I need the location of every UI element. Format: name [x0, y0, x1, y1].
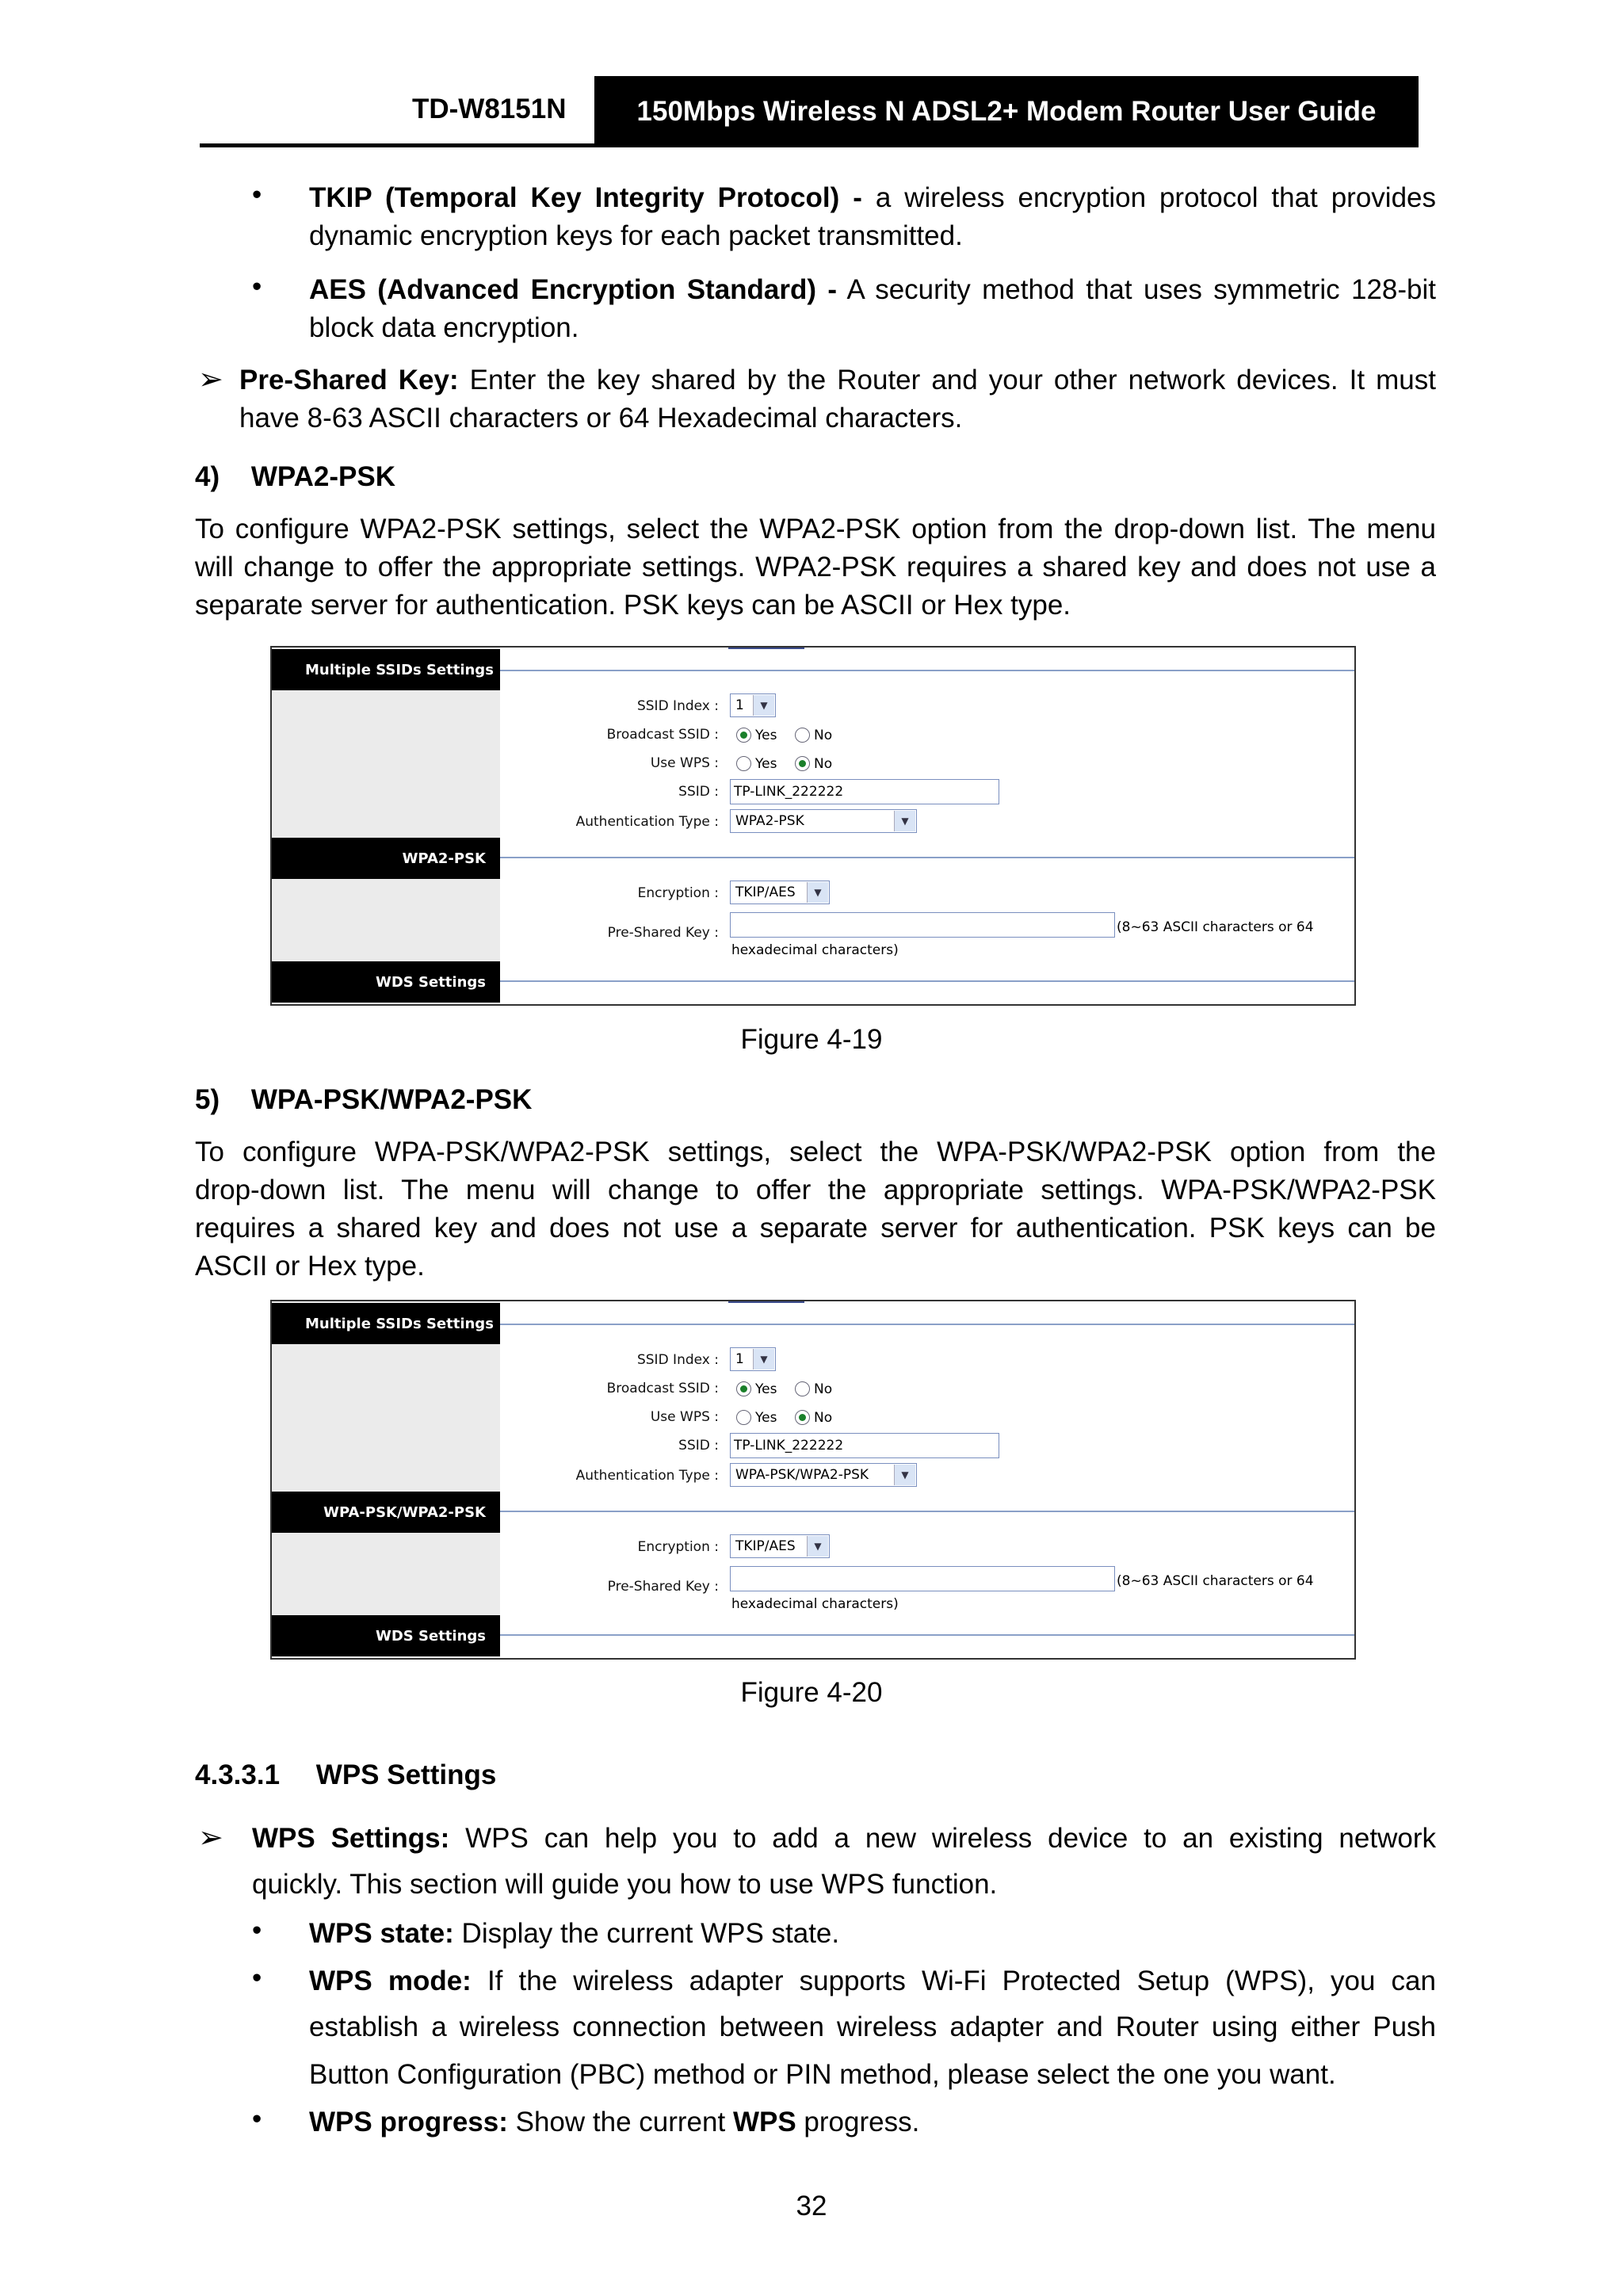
aes-line1	[309, 271, 1436, 309]
use-wps-no-label: No	[814, 756, 833, 772]
section4-para-line: separate server for authentication. PSK keys can be ASCII or Hex type.	[195, 590, 1071, 621]
section4-para-line: will change to offer the appropriate settings. WPA2-PSK requires a shared key and does not use a	[195, 552, 1436, 583]
wps-section-num: 4.3.3.1	[195, 1759, 281, 1790]
ssid-input[interactable]: TP-LINK_222222	[730, 1433, 999, 1458]
wps-state-line	[309, 1915, 839, 1953]
ssid-index-value: 1	[735, 697, 744, 713]
chevron-down-icon: ▼	[807, 1536, 828, 1557]
wps-progress-text: Show the current	[515, 2107, 726, 2137]
wps-section-title: WPS Settings	[315, 1759, 497, 1790]
figure-caption: Figure 4-19	[740, 1024, 883, 1055]
wps-progress-term: WPS progress:	[309, 2107, 508, 2137]
encryption-value: TKIP/AES	[735, 884, 796, 900]
section4-title: WPA2-PSK	[250, 461, 396, 492]
section4-num: 4)	[195, 461, 220, 492]
chevron-down-icon: ▼	[753, 1349, 774, 1370]
ssid-index-label: SSID Index :	[636, 698, 719, 714]
header-rule	[200, 143, 1419, 147]
bullet-dot: •	[252, 1962, 262, 1993]
sidebar-item-wpa-psk-wpa2-psk[interactable]: WPA-PSK/WPA2-PSK	[272, 1492, 500, 1533]
bullet-dot: •	[252, 2103, 262, 2134]
wps-mode-term: WPS mode:	[309, 1966, 472, 1996]
sidebar-item-multiple-ssids[interactable]: Multiple SSIDs Settings	[272, 1303, 500, 1344]
tkip-text: a wireless encryption protocol that provides	[875, 182, 1437, 213]
figure-4-19-screenshot	[270, 646, 1356, 1006]
wps-mode-line1	[309, 1962, 1436, 2000]
psk-line1	[239, 361, 1436, 399]
auth-type-value: WPA-PSK/WPA2-PSK	[735, 1467, 869, 1483]
figure-top-tab-line	[728, 648, 804, 649]
divider	[500, 980, 1354, 982]
ssid-index-select[interactable]	[730, 1347, 776, 1371]
chevron-down-icon: ▼	[894, 811, 915, 831]
sidebar-item-wpa2-psk[interactable]: WPA2-PSK	[272, 838, 500, 879]
encryption-select[interactable]	[730, 881, 830, 904]
wps-intro-line2: quickly. This section will guide you how to use WPS function.	[252, 1869, 998, 1900]
section5-para-line: requires a shared key and does not use a separate server for authentication. PSK keys can be	[195, 1213, 1436, 1244]
psk-hint: (8~63 ASCII characters or 64	[1117, 919, 1314, 935]
ssid-index-value: 1	[735, 1351, 744, 1367]
figure-sidebar	[272, 648, 500, 1004]
psk-hint: (8~63 ASCII characters or 64	[1117, 1573, 1314, 1589]
wps-mode-text: If the wireless adapter supports Wi-Fi Protected Setup (WPS), you can	[487, 1966, 1436, 1996]
arrow-bullet-icon: ➢	[198, 1821, 223, 1855]
ssid-index-select[interactable]	[730, 693, 776, 717]
wps-progress-text-end: progress.	[804, 2107, 920, 2137]
encryption-label: Encryption :	[637, 885, 719, 901]
wps-state-term: WPS state:	[309, 1918, 454, 1949]
encryption-label: Encryption :	[637, 1539, 719, 1555]
bullet-dot: •	[252, 179, 262, 210]
aes-line2: block data encryption.	[309, 312, 579, 343]
chevron-down-icon: ▼	[807, 882, 828, 903]
broadcast-yes-label: Yes	[755, 1381, 777, 1397]
broadcast-yes-radio[interactable]	[736, 728, 751, 743]
pre-shared-key-label: Pre-Shared Key :	[607, 1579, 719, 1595]
use-wps-no-label: No	[814, 1410, 833, 1426]
ssid-input[interactable]: TP-LINK_222222	[730, 779, 999, 804]
wps-state-text: Display the current WPS state.	[461, 1918, 840, 1949]
header-title: 150Mbps Wireless N ADSL2+ Modem Router User Guide	[594, 76, 1419, 147]
encryption-select[interactable]	[730, 1534, 830, 1558]
pre-shared-key-label: Pre-Shared Key :	[607, 925, 719, 941]
section4-para-line: To configure WPA2-PSK settings, select the WPA2-PSK option from the drop-down list. The menu	[195, 514, 1436, 544]
wps-progress-line	[309, 2103, 919, 2141]
wps-intro-term: WPS Settings:	[252, 1823, 450, 1854]
ssid-label: SSID :	[678, 784, 719, 800]
sidebar-item-wds-settings[interactable]: WDS Settings	[272, 961, 500, 1003]
broadcast-no-radio[interactable]	[795, 728, 810, 743]
use-wps-yes-radio[interactable]	[736, 756, 751, 771]
auth-type-label: Authentication Type :	[575, 1468, 719, 1484]
tkip-term: TKIP (Temporal Key Integrity Protocol) -	[309, 182, 862, 213]
chevron-down-icon: ▼	[753, 695, 774, 716]
sidebar-item-wds-settings[interactable]: WDS Settings	[272, 1615, 500, 1656]
chevron-down-icon: ▼	[894, 1465, 915, 1485]
broadcast-ssid-label: Broadcast SSID :	[606, 727, 719, 743]
page-number: 32	[796, 2191, 827, 2222]
divider	[500, 1511, 1354, 1512]
use-wps-no-radio[interactable]	[795, 1410, 810, 1425]
divider	[500, 1634, 1354, 1636]
section5-title: WPA-PSK/WPA2-PSK	[250, 1084, 533, 1115]
use-wps-label: Use WPS :	[650, 755, 719, 771]
bullet-dot: •	[252, 1915, 262, 1946]
section5-para-line: drop-down list. The menu will change to offer the appropriate settings. WPA-PSK/WPA2-PSK	[195, 1175, 1436, 1205]
use-wps-label: Use WPS :	[650, 1409, 719, 1425]
wps-intro-text: WPS can help you to add a new wireless device to an existing network	[465, 1823, 1436, 1854]
auth-type-select[interactable]	[730, 809, 917, 833]
ssid-index-label: SSID Index :	[636, 1352, 719, 1368]
use-wps-no-radio[interactable]	[795, 756, 810, 771]
psk-hint-2: hexadecimal characters)	[731, 1596, 899, 1612]
use-wps-yes-label: Yes	[755, 756, 777, 772]
section5-para-line: To configure WPA-PSK/WPA2-PSK settings, select the WPA-PSK/WPA2-PSK option from the	[195, 1137, 1436, 1167]
use-wps-yes-label: Yes	[755, 1410, 777, 1426]
tkip-line1	[309, 179, 1436, 217]
broadcast-no-radio[interactable]	[795, 1381, 810, 1396]
arrow-bullet-icon: ➢	[198, 363, 223, 396]
divider	[500, 670, 1354, 671]
pre-shared-key-input[interactable]	[730, 912, 1115, 938]
section5-para-line: ASCII or Hex type.	[195, 1251, 425, 1282]
psk-term: Pre-Shared Key:	[239, 365, 459, 395]
aes-text: A security method that uses symmetric 128-bit	[846, 274, 1437, 305]
auth-type-select[interactable]	[730, 1463, 917, 1487]
use-wps-yes-radio[interactable]	[736, 1410, 751, 1425]
broadcast-ssid-label: Broadcast SSID :	[606, 1381, 719, 1396]
psk-line2: have 8-63 ASCII characters or 64 Hexadecimal characters.	[239, 403, 963, 434]
bullet-dot: •	[252, 271, 262, 302]
section4-heading	[195, 458, 395, 496]
pre-shared-key-input[interactable]	[730, 1566, 1115, 1591]
divider	[500, 1324, 1354, 1325]
wps-mode-line2: establish a wireless connection between wireless adapter and Router using either Push	[309, 2011, 1436, 2042]
section5-heading	[195, 1081, 532, 1119]
section5-num: 5)	[195, 1084, 220, 1115]
ssid-label: SSID :	[678, 1438, 719, 1454]
broadcast-no-label: No	[814, 728, 833, 743]
wps-progress-bold: WPS	[732, 2107, 796, 2137]
wps-intro-line1	[252, 1820, 1436, 1858]
psk-text: Enter the key shared by the Router and your other network devices. It must	[469, 365, 1437, 395]
broadcast-yes-label: Yes	[755, 728, 777, 743]
auth-type-label: Authentication Type :	[575, 814, 719, 830]
figure-caption: Figure 4-20	[740, 1677, 883, 1708]
wps-mode-line3: Button Configuration (PBC) method or PIN method, please select the one you want.	[309, 2059, 1336, 2090]
aes-term: AES (Advanced Encryption Standard) -	[309, 274, 838, 305]
psk-hint-2: hexadecimal characters)	[731, 942, 899, 958]
auth-type-value: WPA2-PSK	[735, 813, 804, 829]
header-model: TD-W8151N	[412, 94, 567, 124]
figure-sidebar	[272, 1301, 500, 1658]
broadcast-yes-radio[interactable]	[736, 1381, 751, 1396]
sidebar-item-multiple-ssids[interactable]: Multiple SSIDs Settings	[272, 649, 500, 690]
tkip-line2: dynamic encryption keys for each packet transmitted.	[309, 220, 963, 251]
broadcast-no-label: No	[814, 1381, 833, 1397]
encryption-value: TKIP/AES	[735, 1538, 796, 1554]
figure-top-tab-line	[728, 1301, 804, 1303]
divider	[500, 857, 1354, 858]
figure-4-20-screenshot	[270, 1300, 1356, 1660]
wps-section-heading	[195, 1756, 496, 1794]
